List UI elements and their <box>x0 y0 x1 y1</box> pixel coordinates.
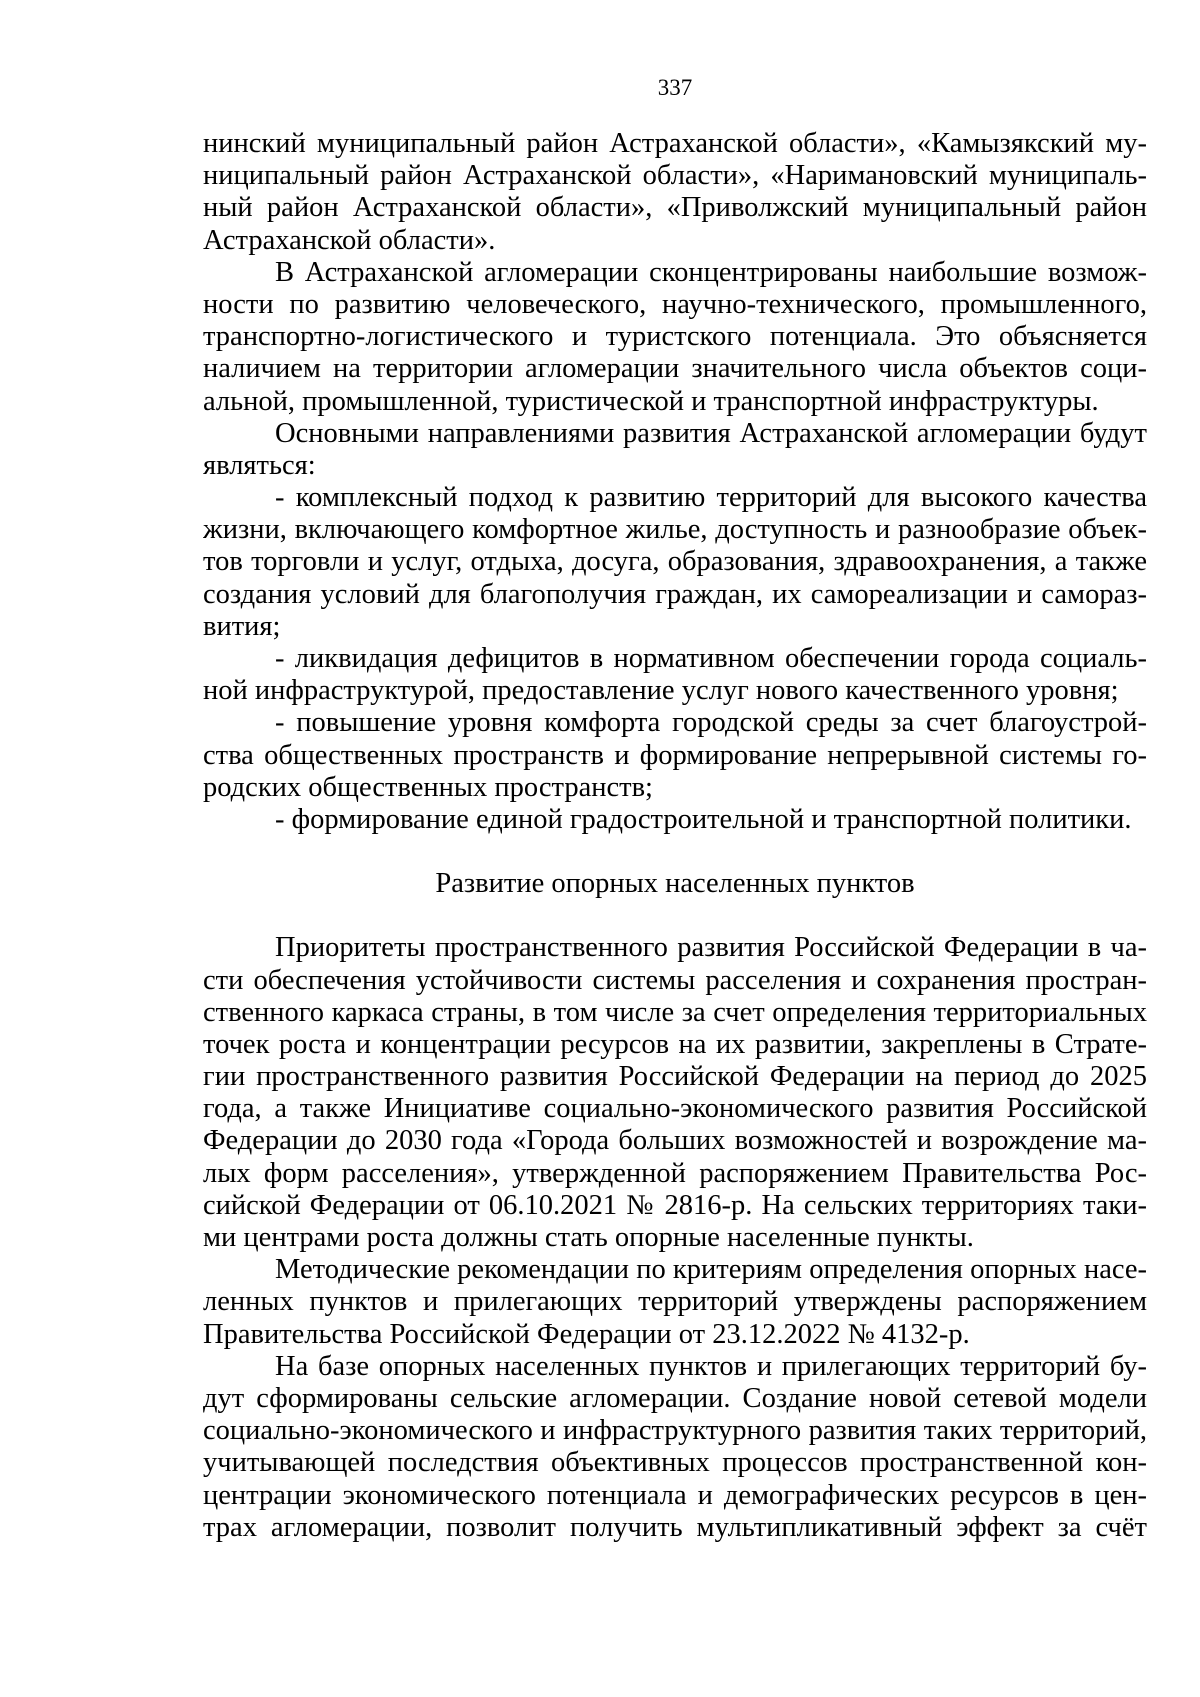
text-line: ный район Астраханской области», «Приволжский муниципальный район <box>203 192 1147 224</box>
text-line: социально-экономического и инфраструктурного развития таких территорий, <box>203 1415 1147 1447</box>
text-line: точек роста и концентрации ресурсов на их развитии, закреплены в Страте- <box>203 1028 1147 1060</box>
text-line: ленных пунктов и прилегающих территорий утверждены распоряжением <box>203 1286 1147 1318</box>
list-item-line: жизни, включающего комфортное жилье, доступность и разнообразие объек- <box>203 514 1147 546</box>
list-item-line: родских общественных пространств; <box>203 771 653 803</box>
text-line: ности по развитию человеческого, научно-технического, промышленного, <box>203 288 1147 320</box>
text-line: Астраханской области». <box>203 224 496 256</box>
text-line: ниципальный район Астраханской области», «Наримановский муниципаль- <box>203 160 1147 192</box>
list-item-line: вития; <box>203 610 281 642</box>
list-item-line: - комплексный подход к развитию территорий для высокого качества <box>275 482 1147 514</box>
text-line: транспортно-логистического и туристского потенциала. Это объясняется <box>203 321 1147 353</box>
text-line: На базе опорных населенных пунктов и прилегающих территорий бу- <box>275 1350 1147 1382</box>
list-item-line: создания условий для благополучия граждан, их самореализации и самораз- <box>203 578 1147 610</box>
text-line: сти обеспечения устойчивости системы расселения и сохранения простран- <box>203 964 1147 996</box>
list-item-line: - формирование единой градостроительной и транспортной политики. <box>275 803 1132 835</box>
section-heading: Развитие опорных населенных пунктов <box>435 868 915 900</box>
list-item-line: - ликвидация дефицитов в нормативном обеспечении города социаль- <box>275 643 1147 674</box>
text-line: трах агломерации, позволит получить мультипликативный эффект за счёт <box>203 1511 1147 1543</box>
text-line: альной, промышленной, туристической и транспортной инфраструктуры. <box>203 385 1099 417</box>
list-item-line: тов торговли и услуг, отдыха, досуга, образования, здравоохранения, а также <box>203 546 1147 578</box>
list-item-line: - повышение уровня комфорта городской среды за счет благоустрой- <box>275 707 1147 739</box>
text-line: Правительства Российской Федерации от 23.12.2022 № 4132-р. <box>203 1318 970 1350</box>
text-line: Федерации до 2030 года «Города больших возможностей и возрождение ма- <box>203 1125 1147 1157</box>
text-line: года, а также Инициативе социально-экономического развития Российской <box>203 1093 1147 1125</box>
text-line: гии пространственного развития Российской Федерации на период до 2025 <box>203 1061 1147 1093</box>
text-line: ственного каркаса страны, в том числе за счет определения территориальных <box>203 996 1147 1028</box>
body-text <box>203 128 1147 1544</box>
text-line: лых форм расселения», утвержденной распоряжением Правительства Рос- <box>203 1157 1147 1189</box>
text-line: Приоритеты пространственного развития Российской Федерации в ча- <box>275 932 1147 964</box>
text-line: являться: <box>203 449 316 481</box>
text-line: Основными направлениями развития Астраханской агломерации будут <box>275 417 1147 449</box>
text-line: Методические рекомендации по критериям определения опорных насе- <box>275 1254 1147 1286</box>
text-line: нинский муниципальный район Астраханской области», «Камызякский му- <box>203 128 1147 159</box>
page-number: 337 <box>657 75 693 100</box>
text-line: учитывающей последствия объективных процессов пространственной кон- <box>203 1447 1147 1479</box>
text-line: дут сформированы сельские агломерации. Создание новой сетевой модели <box>203 1382 1147 1414</box>
text-line: центрации экономического потенциала и демографических ресурсов в цен- <box>203 1479 1147 1511</box>
list-item-line: ства общественных пространств и формирование непрерывной системы го- <box>203 739 1147 771</box>
list-item-line: ной инфраструктурой, предоставление услуг нового качественного уровня; <box>203 675 1119 707</box>
text-line: наличием на территории агломерации значительного числа объектов соци- <box>203 353 1147 385</box>
text-line: сийской Федерации от 06.10.2021 № 2816-р. На сельских территориях таки- <box>203 1189 1147 1221</box>
text-line: В Астраханской агломерации сконцентрированы наибольшие возмож- <box>275 256 1147 288</box>
text-line: ми центрами роста должны стать опорные населенные пункты. <box>203 1222 974 1253</box>
